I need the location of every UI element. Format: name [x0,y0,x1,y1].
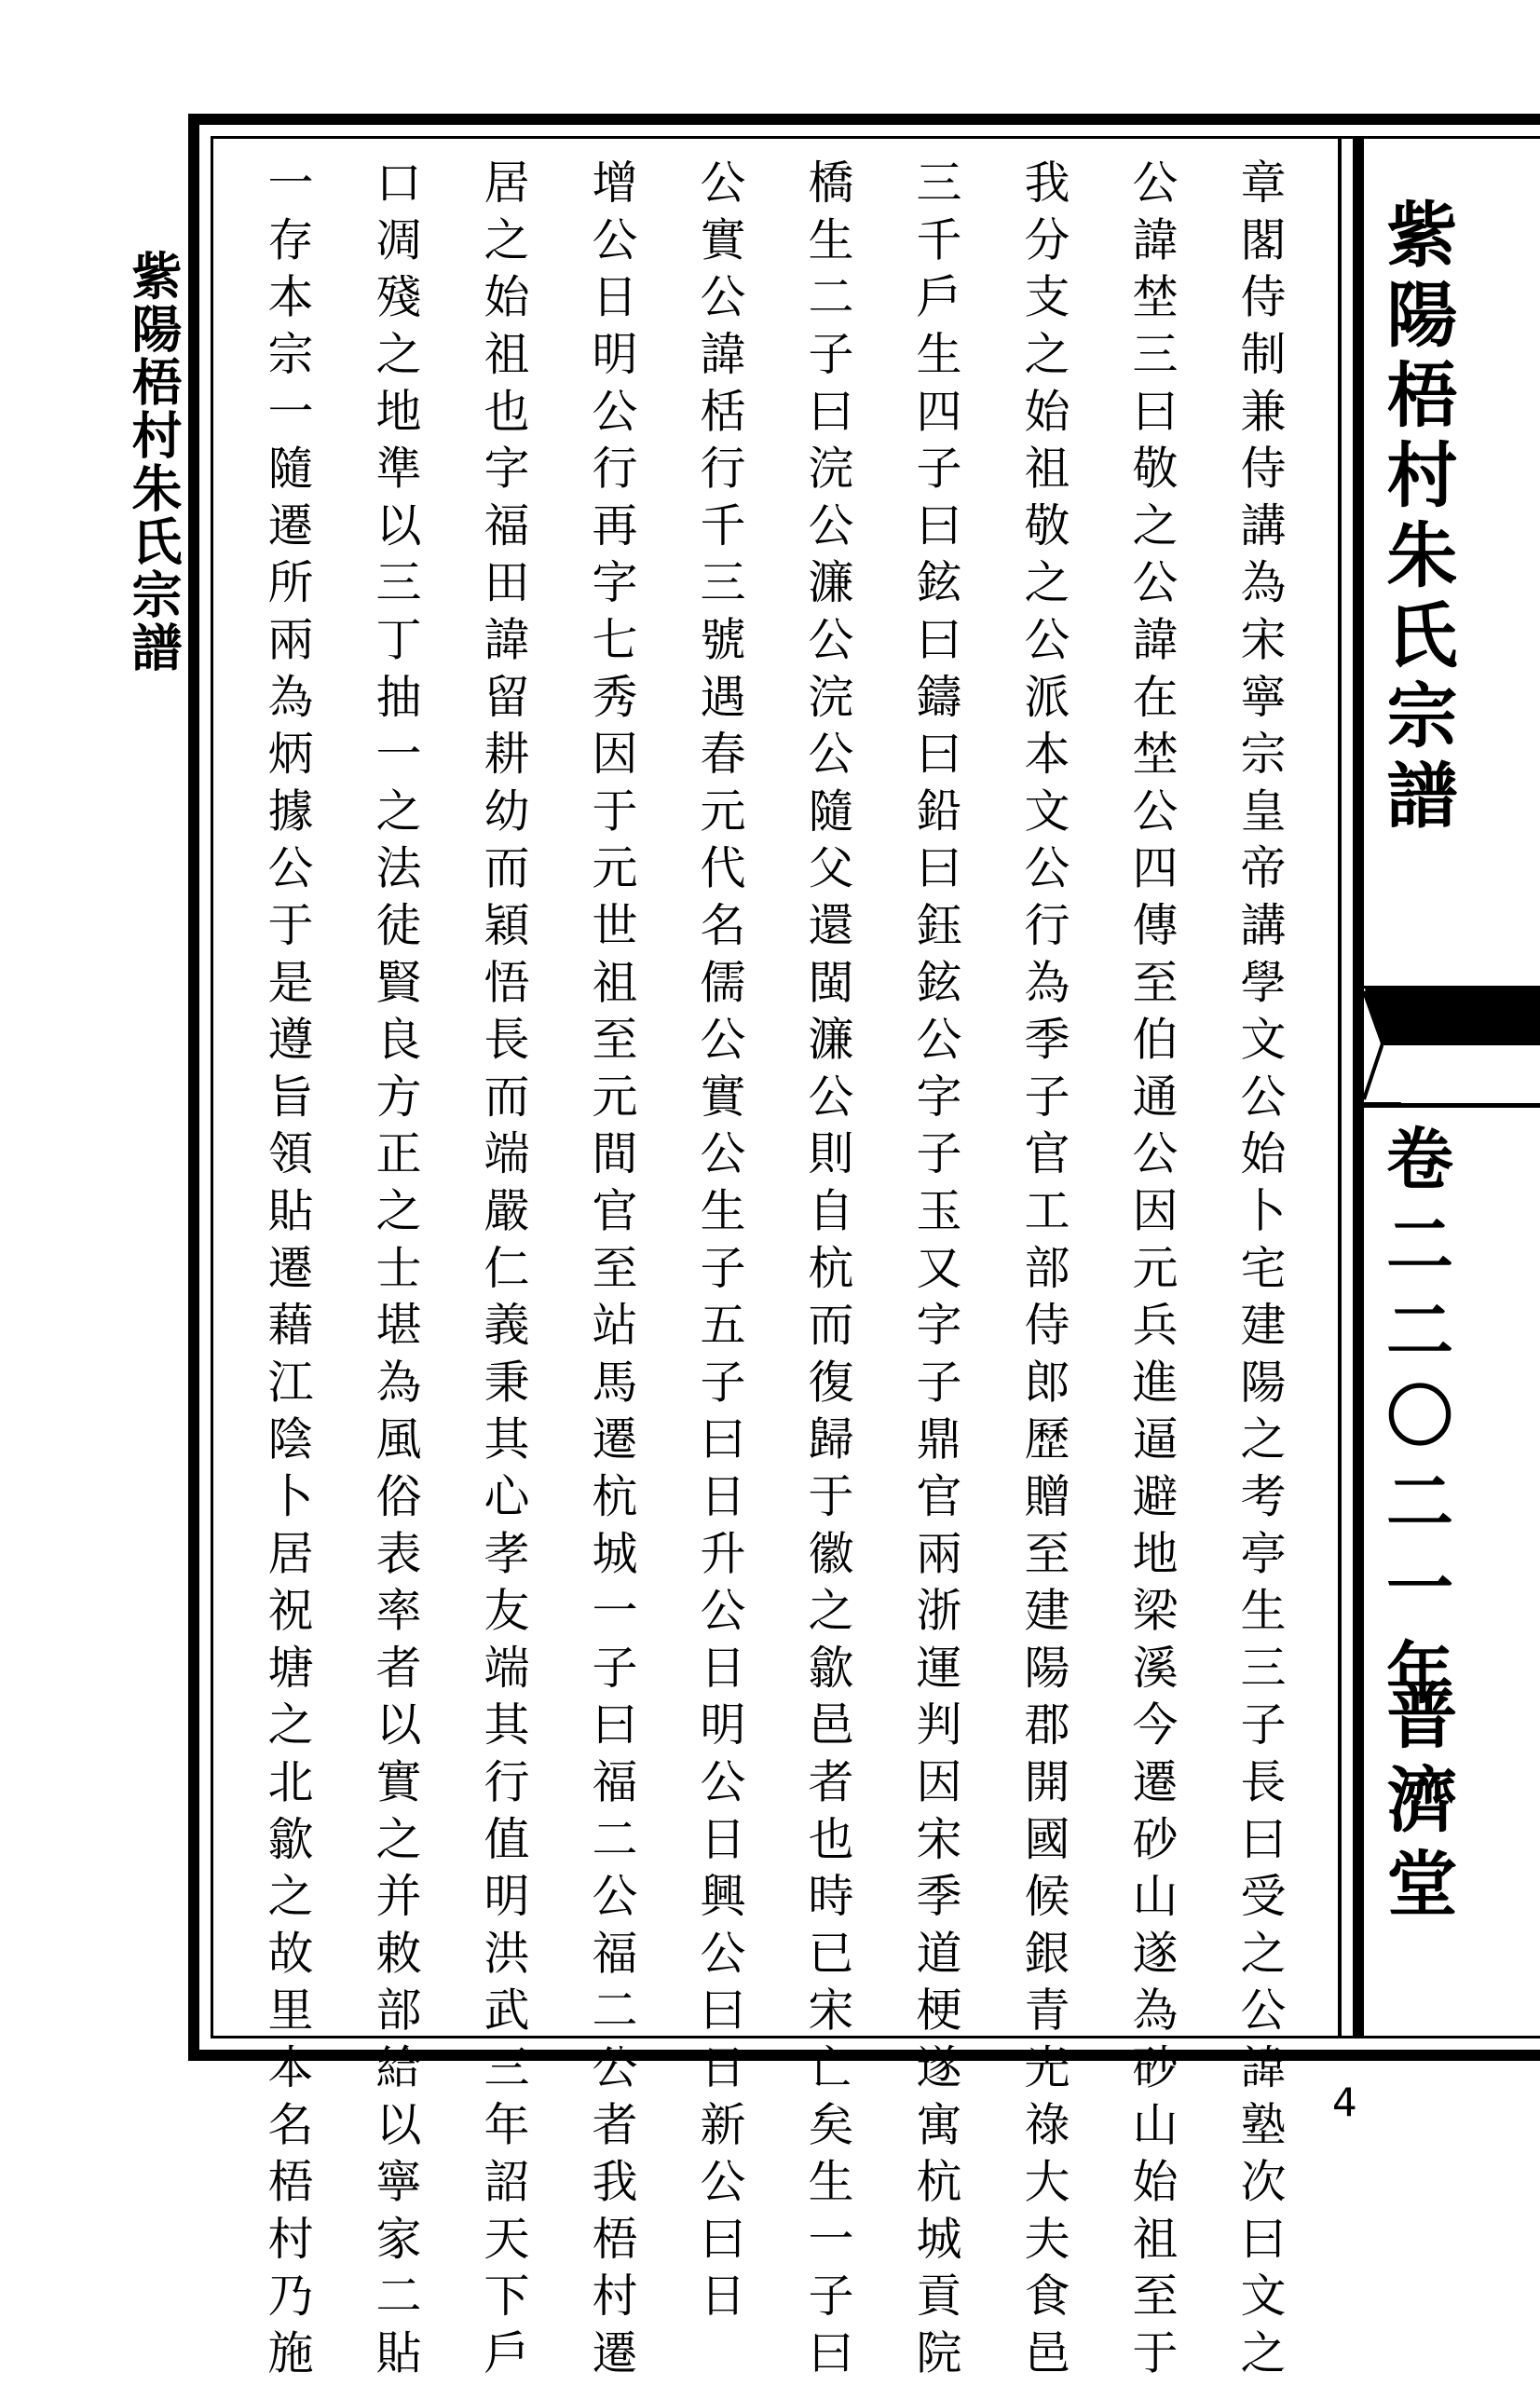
text-column: 橋生二子曰浣公濂公浣公隨父還閩濂公則自杭而復歸于徽之歙邑者也時已宋亡矣生一子曰 [801,158,854,2386]
strip-divider [1338,136,1342,2038]
fishtail-ornament [1364,986,1540,1116]
text-column: 口凋殘之地準以三丁抽一之法徒賢良方正之士堪為風俗表率者以實之并敕部給以寧家二貼 [369,158,422,2386]
text-column: 公實公諱栝行千三號遇春元代名儒公實公生子五子曰日升公日明公日興公曰日新公曰日 [693,158,746,2329]
text-body [244,158,1297,2386]
text-column: 增公日明公行再字七秀因于元世祖至元間官至站馬遷杭城一子曰福二公福二公者我梧村遷 [585,158,638,2386]
text-column: 我分支之始祖敬之公派本文公行為季子官工部侍郎歷贈至建陽郡開國候銀青光祿大夫食邑 [1017,158,1070,2386]
volume-label: 卷二二〇二一年 [1375,1124,1454,1724]
text-column: 公諱埜三曰敬之公諱在埜公四傳至伯通公因元兵進逼避地梁溪今遷砂山遂為砂山始祖至于 [1125,158,1179,2386]
margin-title: 紫陽梧村朱氏宗譜 [124,250,184,675]
text-column: 章閣侍制兼侍講為宋寧宗皇帝講學文公始卜宅建陽之考亭生三子長曰受之公諱塾次曰文之 [1233,158,1287,2386]
text-column: 三千戶生四子曰鉉曰鑄曰鉛曰鈺鉉公字子玉又字子鼎官兩浙運判因宋季道梗遂寓杭城貢院 [909,158,962,2386]
text-column: 一存本宗一隨遷所兩為炳據公于是遵旨領貼遷藉江陰卜居祝塘之北歙之故里本名梧村乃施 [261,158,314,2386]
hall-name: 普濟堂 [1375,1679,1458,1930]
text-column: 居之始祖也字福田諱留耕幼而穎悟長而端嚴仁義秉其心孝友端其行值明洪武三年詔天下戶 [477,158,530,2386]
strip-divider-heavy [1353,136,1364,2038]
book-title: 紫陽梧村朱氏宗譜 [1375,198,1458,839]
page-number: 4 [1332,2079,1357,2125]
